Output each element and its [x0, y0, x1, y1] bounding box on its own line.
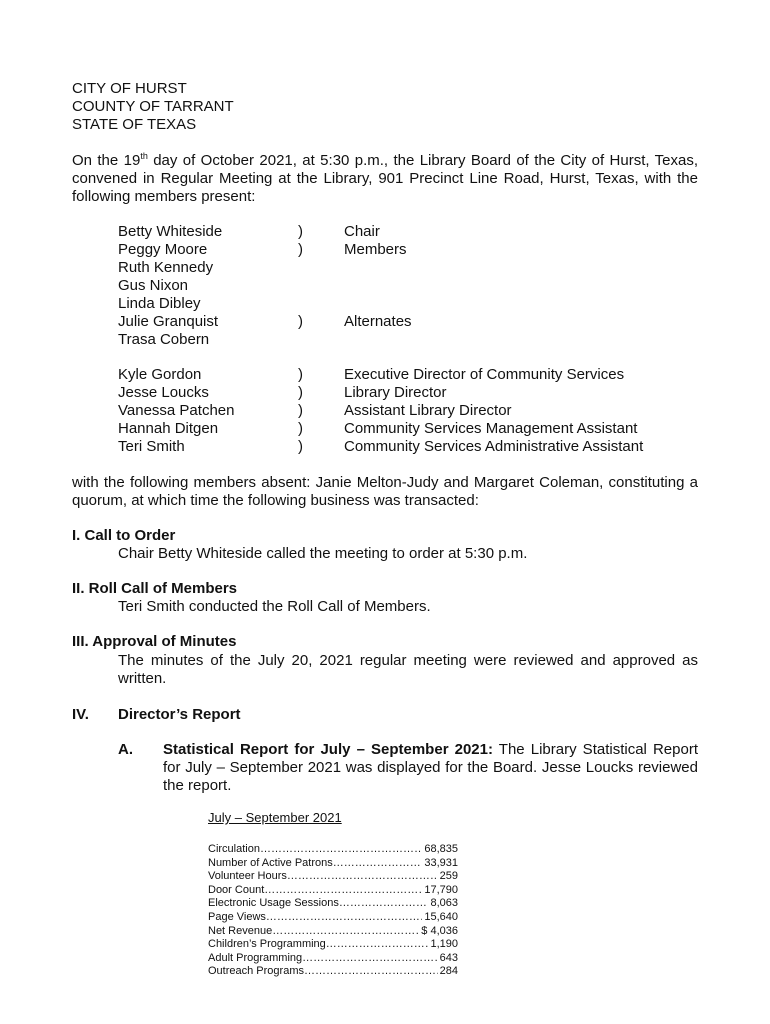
- stats-table: [208, 843, 458, 979]
- stats-label: Page Views: [208, 910, 266, 923]
- stats-label: Volunteer Hours: [208, 870, 287, 883]
- stats-value: $ 4,036: [421, 924, 458, 937]
- member-role: Members: [344, 241, 407, 258]
- stats-row: [208, 884, 458, 898]
- stats-row: [208, 938, 458, 952]
- intro-prefix: On the 19: [72, 152, 141, 169]
- staff-role: Assistant Library Director: [344, 402, 512, 419]
- subsection-a-text: The Library Statistical Report for July – September 2021 was displayed for the Board. Jesse Loucks reviewed the report.: [163, 741, 698, 794]
- stats-heading: July – September 2021: [208, 810, 342, 825]
- stats-row: [208, 965, 458, 979]
- subsection-a-letter: A.: [118, 741, 133, 758]
- section-2-body: Teri Smith conducted the Roll Call of Members.: [118, 598, 431, 615]
- member-name: Peggy Moore: [118, 241, 208, 258]
- stats-label: Net Revenue: [208, 924, 273, 937]
- stats-label: Electronic Usage Sessions: [208, 897, 339, 910]
- section-2-title: II. Roll Call of Members: [72, 580, 238, 597]
- stats-value: 1,190: [430, 938, 458, 951]
- staff-name: Teri Smith: [118, 438, 185, 455]
- staff-name: Hannah Ditgen: [118, 420, 219, 437]
- staff-paren: ): [298, 438, 303, 455]
- member-name: Betty Whiteside: [118, 223, 223, 240]
- staff-role: Community Services Management Assistant: [344, 420, 638, 437]
- section-4-title: Director’s Report: [118, 706, 241, 723]
- member-name: Linda Dibley: [118, 295, 201, 312]
- staff-paren: ): [298, 420, 303, 437]
- stats-value: 259: [439, 870, 458, 883]
- header-county: COUNTY OF TARRANT: [72, 98, 234, 115]
- stats-label: Outreach Programs: [208, 965, 304, 978]
- section-4-number: IV.: [72, 706, 89, 723]
- section-3-title: III. Approval of Minutes: [72, 633, 237, 650]
- staff-paren: ): [298, 402, 303, 419]
- stats-value: 15,640: [424, 910, 458, 923]
- header-city: CITY OF HURST: [72, 80, 187, 97]
- stats-label: Circulation: [208, 843, 260, 855]
- stats-label: Number of Active Patrons: [208, 856, 333, 869]
- subsection-a-paragraph: [163, 741, 698, 795]
- staff-role: Executive Director of Community Services: [344, 366, 625, 383]
- section-3-body: The minutes of the July 20, 2021 regular meeting were reviewed and approved as written.: [118, 652, 698, 687]
- stats-label: Children’s Programming: [208, 938, 326, 951]
- stats-row: [208, 925, 458, 939]
- stats-row: [208, 843, 458, 857]
- staff-role: Community Services Administrative Assistant: [344, 438, 644, 455]
- stats-value: 284: [439, 965, 458, 978]
- intro-rest: day of October 2021, at 5:30 p.m., the Library Board of the City of Hurst, Texas, convened in Regular Meeting at the Library, 901 Precinct Line Road, Hurst, Texas, with the following members present:: [72, 152, 698, 205]
- stats-row: [208, 952, 458, 966]
- stats-label: Door Count: [208, 883, 265, 896]
- section-1-title: I. Call to Order: [72, 527, 176, 544]
- member-paren: ): [298, 313, 303, 330]
- subsection-a-heading: Statistical Report for July – September 2021:: [163, 741, 493, 758]
- member-name: Ruth Kennedy: [118, 259, 214, 276]
- stats-value: 33,931: [424, 856, 458, 869]
- member-role: Chair: [344, 223, 380, 240]
- member-role: Alternates: [344, 313, 412, 330]
- member-paren: ): [298, 241, 303, 258]
- stats-row: [208, 911, 458, 925]
- stats-value: 17,790: [424, 883, 458, 896]
- staff-name: Kyle Gordon: [118, 366, 202, 383]
- member-paren: ): [298, 223, 303, 240]
- section-1-body: Chair Betty Whiteside called the meeting to order at 5:30 p.m.: [118, 545, 528, 562]
- staff-paren: ): [298, 366, 303, 383]
- stats-row: [208, 897, 458, 911]
- intro-paragraph: [72, 152, 698, 206]
- stats-row: [208, 870, 458, 884]
- stats-row: [208, 857, 458, 871]
- staff-role: Library Director: [344, 384, 447, 401]
- header-state: STATE OF TEXAS: [72, 116, 197, 133]
- stats-value: 68,835: [424, 843, 458, 855]
- member-name: Julie Granquist: [118, 313, 219, 330]
- staff-name: Jesse Loucks: [118, 384, 209, 401]
- member-name: Gus Nixon: [118, 277, 189, 294]
- member-name: Trasa Cobern: [118, 331, 210, 348]
- staff-paren: ): [298, 384, 303, 401]
- stats-label: Adult Programming: [208, 951, 303, 964]
- staff-name: Vanessa Patchen: [118, 402, 235, 419]
- stats-value: 643: [439, 951, 458, 964]
- stats-value: 8,063: [430, 897, 458, 910]
- absent-paragraph: with the following members absent: Janie Melton-Judy and Margaret Coleman, constituting a quorum, at which time the following business was transacted:: [72, 474, 698, 509]
- intro-sup: th: [140, 151, 148, 161]
